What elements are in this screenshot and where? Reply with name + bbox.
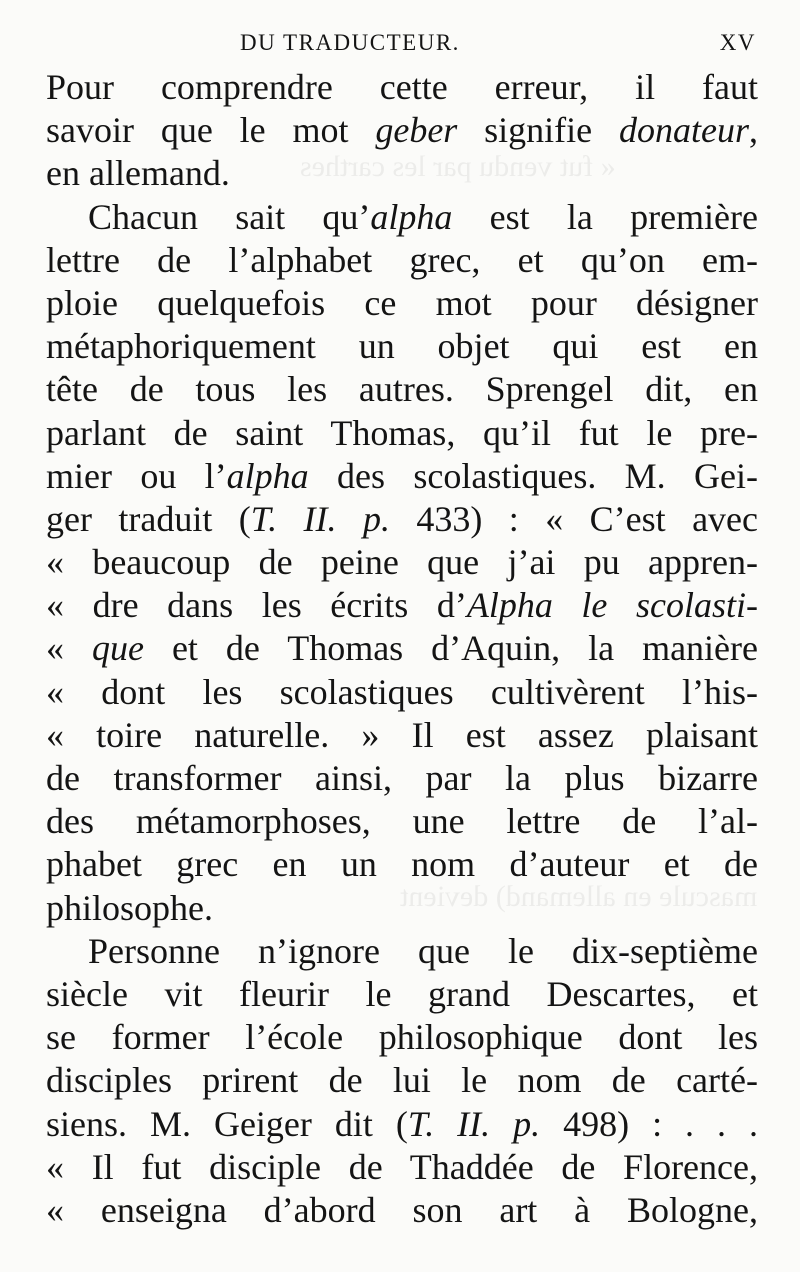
running-title: DU TRADUCTEUR. bbox=[240, 30, 460, 55]
text-line: « que et de Thomas d’Aquin, la manière bbox=[46, 628, 759, 669]
text-line: en allemand. bbox=[46, 153, 230, 194]
text-line: disciples prirent de lui le nom de carté- bbox=[46, 1060, 758, 1101]
text-line: parlant de saint Thomas, qu’il fut le pre- bbox=[46, 412, 758, 453]
text-line: lettre de l’alphabet grec, et qu’on em- bbox=[46, 239, 758, 280]
text-line: « enseigna d’abord son art à Bologne, bbox=[46, 1189, 758, 1230]
text-line: des métamorphoses, une lettre de l’al- bbox=[46, 801, 758, 842]
text-line: siècle vit fleurir le grand Descartes, et bbox=[46, 973, 758, 1014]
text-line: siens. M. Geiger dit (T. II. p. 498) : . . . bbox=[46, 1103, 759, 1144]
page-number: XV bbox=[719, 30, 756, 55]
text-line: ger traduit (T. II. p. 433) : « C’est avec bbox=[46, 498, 759, 539]
text-line: de transformer ainsi, par la plus bizarre bbox=[46, 758, 758, 798]
text-line: « Il fut disciple de Thaddée de Florence, bbox=[46, 1146, 758, 1187]
body-text bbox=[46, 66, 758, 1232]
bleed-through-text: « fut vendu par les carthes bbox=[300, 150, 616, 183]
text-line: mier ou l’alpha des scolastiques. M. Gei- bbox=[46, 455, 758, 496]
paragraph-start-line: Chacun sait qu’alpha est la première bbox=[88, 196, 758, 237]
text-line: « beaucoup de peine que j’ai pu appren- bbox=[46, 542, 758, 583]
text-line: savoir que le mot geber signifie donateur, bbox=[46, 110, 758, 151]
text-line: Pour comprendre cette erreur, il faut bbox=[46, 67, 758, 107]
bleed-through-text: mascule en allemand) devient bbox=[400, 880, 758, 913]
running-head bbox=[240, 24, 756, 60]
text-line: « dre dans les écrits d’Alpha le scolasti- bbox=[46, 585, 758, 626]
text-line: philosophe. bbox=[46, 887, 213, 928]
text-line: phabet grec en un nom d’auteur et de bbox=[46, 844, 758, 885]
text-line: tête de tous les autres. Sprengel dit, en bbox=[46, 369, 758, 410]
paragraph-start-line: Personne n’ignore que le dix-septième bbox=[88, 930, 758, 971]
text-line: « dont les scolastiques cultivèrent l’his- bbox=[46, 671, 758, 712]
text-line: ploie quelquefois ce mot pour désigner bbox=[46, 282, 758, 323]
text-line: « toire naturelle. » Il est assez plaisant bbox=[46, 714, 758, 755]
text-line: métaphoriquement un objet qui est en bbox=[46, 326, 758, 367]
text-line: se former l’école philosophique dont les bbox=[46, 1017, 758, 1058]
